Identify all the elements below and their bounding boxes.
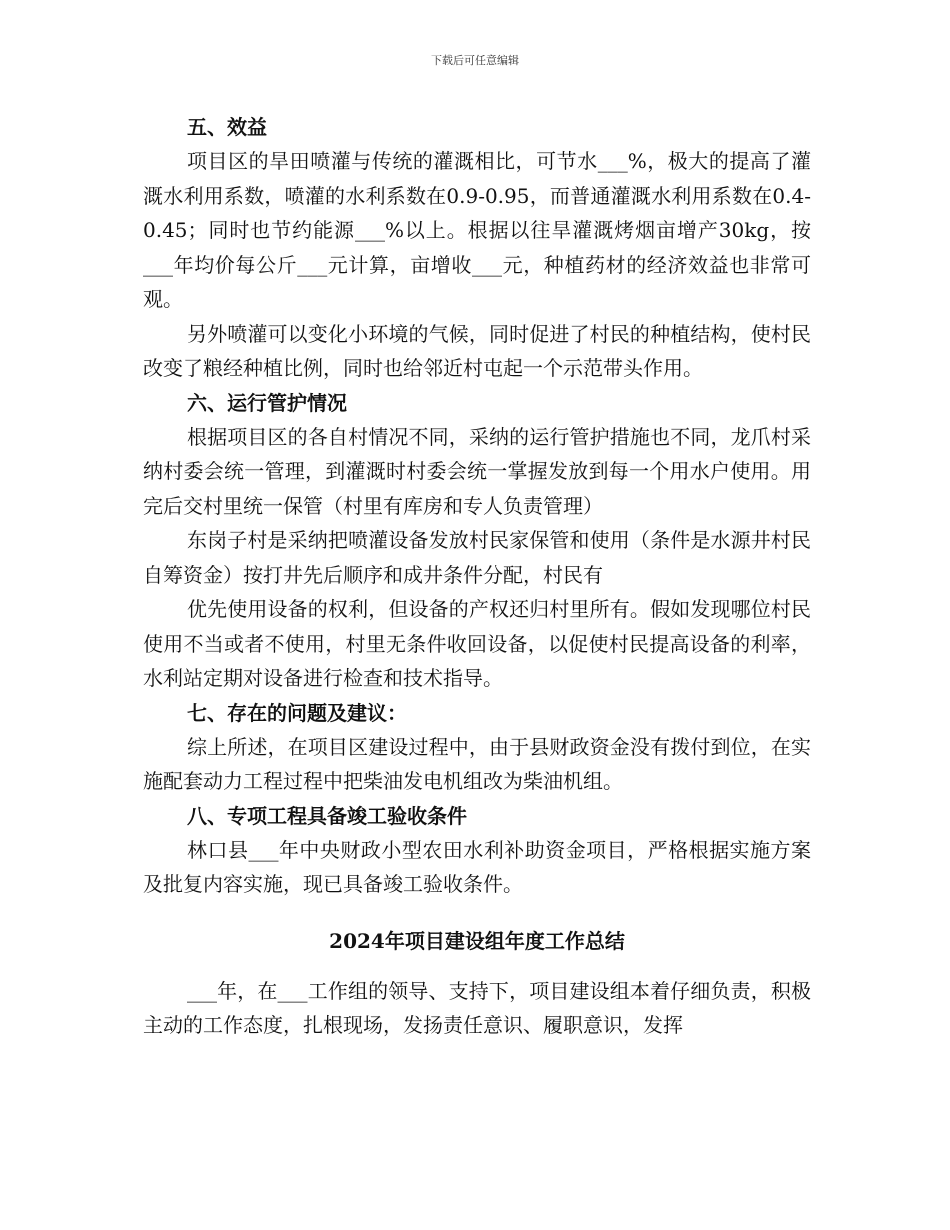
page-header: 下载后可任意编辑 [431, 54, 519, 67]
section-problems-suggestions [143, 696, 811, 799]
section-benefits [143, 110, 811, 386]
paragraph: 林口县___年中央财政小型农田水利补助资金项目，严格根据实施方案及批复内容实施，现已具备竣工验收条件。 [143, 837, 811, 896]
section-heading: 五、效益 [187, 115, 267, 139]
document-body [143, 110, 811, 1043]
section-heading: 六、运行管护情况 [187, 390, 347, 415]
paragraph: 根据项目区的各自村情况不同，采纳的运行管护措施也不同，龙爪村采纳村委会统一管理，到灌溉时村委会统一掌握发放到每一个用水户使用。用完后交村里统一保管（村里有库房和专人负责管理） [143, 424, 811, 518]
paragraph: 项目区的旱田喷灌与传统的灌溉相比，可节水___%，极大的提高了灌溉水利用系数，喷灌的水利系数在0.9-0.95，而普通灌溉水利用系数在0.4-0.45；同时也节约能源___%以上。根据以往旱灌溉烤烟亩增产30kg，按___年均价每公斤___元计算，亩增收___元，种植药材的经济效益也非常可观。 [143, 149, 811, 311]
paragraph: 优先使用设备的权利，但设备的产权还归村里所有。假如发现哪位村民使用不当或者不使用，村里无条件收回设备，以促使村民提高设备的利率，水利站定期对设备进行检查和技术指导。 [143, 597, 811, 690]
closing-paragraph: ___年，在___工作组的领导、支持下，项目建设组本着仔细负责，积极主动的工作态度，扎根现场，发扬责任意识、履职意识，发挥 [143, 978, 811, 1037]
section-heading: 八、专项工程具备竣工验收条件 [187, 803, 467, 828]
paragraph: 东岗子村是采纳把喷灌设备发放村民家保管和使用（条件是水源井村民自筹资金）按打井先后顺序和成井条件分配，村民有 [143, 528, 811, 587]
paragraph: 综上所述，在项目区建设过程中，由于县财政资金没有拨付到位，在实施配套动力工程过程中把柴油发电机组改为柴油机组。 [143, 734, 811, 793]
paragraph: 另外喷灌可以变化小环境的气候，同时促进了村民的种植结构，使村民改变了粮经种植比例，同时也给邻近村屯起一个示范带头作用。 [143, 321, 811, 380]
section-heading: 七、存在的问题及建议： [187, 700, 407, 725]
section-acceptance-conditions [143, 799, 811, 902]
document-title: 2024年项目建设组年度工作总结 [329, 928, 625, 953]
section-operation-maintenance [143, 386, 811, 696]
